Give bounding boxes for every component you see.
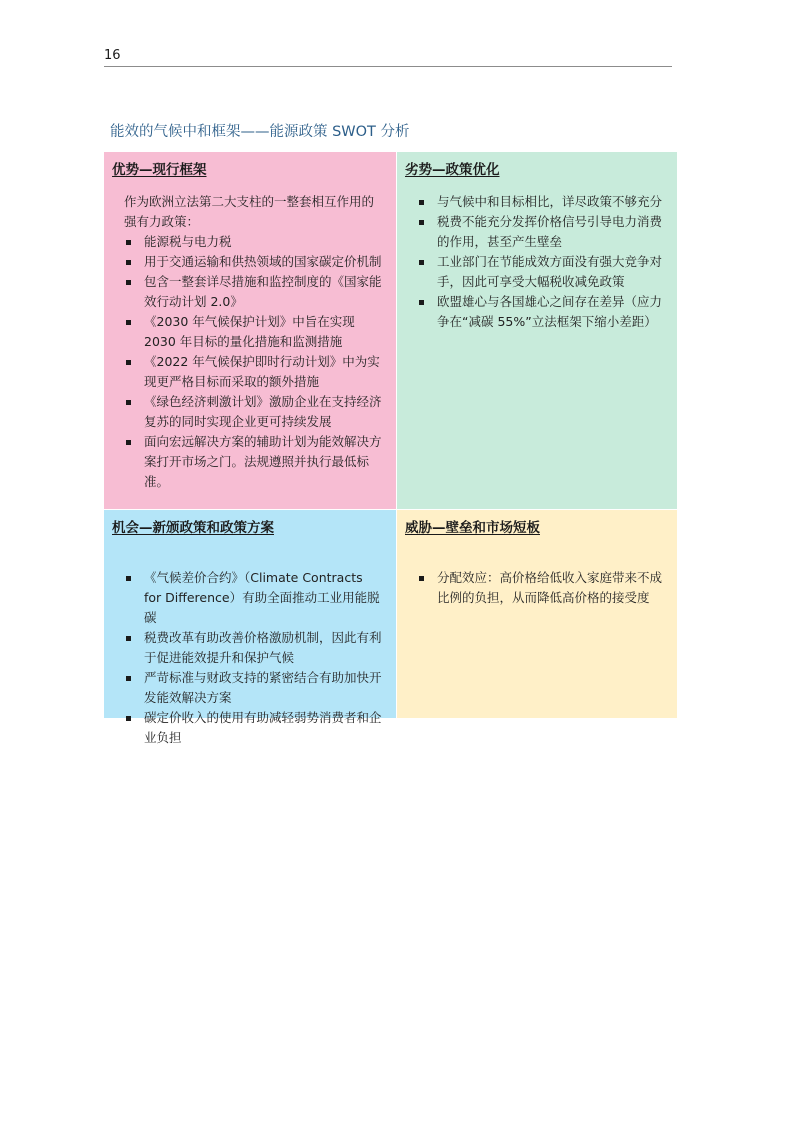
list-item: 包含一整套详尽措施和监控制度的《国家能效行动计划 2.0》 <box>112 272 386 312</box>
list-item: 严苛标准与财政支持的紧密结合有助加快开发能效解决方案 <box>112 668 386 708</box>
strengths-list <box>112 232 386 492</box>
list-item: 分配效应：高价格给低收入家庭带来不成比例的负担，从而降低高价格的接受度 <box>405 568 667 608</box>
list-item: 税费不能充分发挥价格信号引导电力消费的作用，甚至产生壁垒 <box>405 212 667 252</box>
opportunities-quadrant <box>104 509 396 745</box>
opportunities-list <box>112 568 386 748</box>
weaknesses-title: 劣势—政策优化 <box>405 162 500 178</box>
list-item: 欧盟雄心与各国雄心之间存在差异（应力争在“减碳 55%”立法框架下缩小差距） <box>405 292 667 332</box>
threats-title: 威胁—壁垒和市场短板 <box>405 520 540 536</box>
list-item: 《2030 年气候保护计划》中旨在实现2030 年目标的量化措施和监测措施 <box>112 312 386 352</box>
list-item: 税费改革有助改善价格激励机制，因此有利于促进能效提升和保护气候 <box>112 628 386 668</box>
weaknesses-list <box>405 192 667 332</box>
list-item: 工业部门在节能成效方面没有强大竞争对手，因此可享受大幅税收减免政策 <box>405 252 667 292</box>
list-item: 面向宏远解决方案的辅助计划为能效解决方案打开市场之门。法规遵照并执行最低标准。 <box>112 432 386 492</box>
strengths-intro: 作为欧洲立法第二大支柱的一整套相互作用的强有力政策： <box>124 194 375 229</box>
opportunities-title: 机会—新颁政策和政策方案 <box>112 520 274 536</box>
list-item: 《2022 年气候保护即时行动计划》中为实现更严格目标而采取的额外措施 <box>112 352 386 392</box>
threats-list <box>405 568 667 608</box>
threats-quadrant <box>396 509 677 718</box>
list-item: 《绿色经济刺激计划》激励企业在支持经济复苏的同时实现企业更可持续发展 <box>112 392 386 432</box>
strengths-quadrant <box>104 152 396 509</box>
weaknesses-quadrant <box>396 152 677 509</box>
header-divider <box>104 66 672 67</box>
swot-table <box>104 152 677 745</box>
list-item: 能源税与电力税 <box>112 232 386 252</box>
list-item: 《气候差价合约》（Climate Contracts for Difference）有助全面推动工业用能脱碳 <box>112 568 386 628</box>
list-item: 用于交通运输和供热领域的国家碳定价机制 <box>112 252 386 272</box>
page-number: 16 <box>104 48 121 63</box>
section-title: 能效的气候中和框架——能源政策 SWOT 分析 <box>110 124 410 140</box>
strengths-title: 优势—现行框架 <box>112 162 207 178</box>
list-item: 与气候中和目标相比，详尽政策不够充分 <box>405 192 667 212</box>
list-item: 碳定价收入的使用有助减轻弱势消费者和企业负担 <box>112 708 386 748</box>
